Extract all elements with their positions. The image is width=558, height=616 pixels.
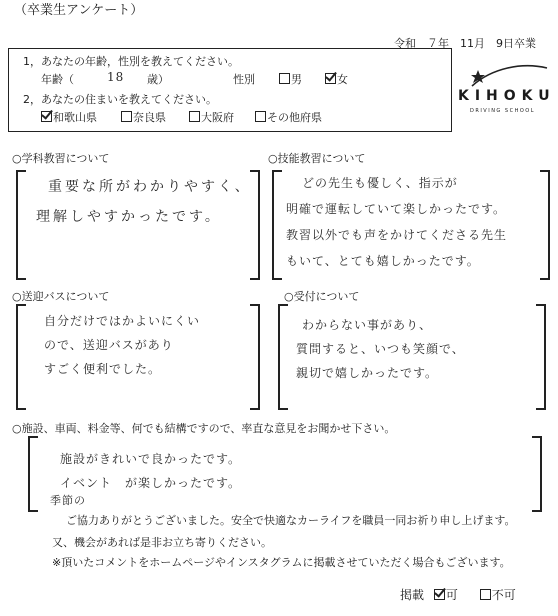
publish-no-checkbox[interactable] xyxy=(480,589,491,600)
technical-bracket-right xyxy=(540,170,550,280)
academic-bracket-left xyxy=(16,170,26,280)
reception-line: 質問すると、いつも笑顔で、 xyxy=(296,342,465,356)
reception-section-title: ○受付について xyxy=(284,290,360,303)
technical-line: どの先生も優しく、指示が xyxy=(302,176,458,190)
publish-option-yes[interactable]: 可 xyxy=(434,588,458,602)
bus-bracket-right xyxy=(250,304,260,410)
residence-option-wakayama[interactable]: 和歌山県 xyxy=(41,111,97,125)
residence-option-other[interactable]: その他府県 xyxy=(255,111,322,125)
form-title: （卒業生アンケート） xyxy=(14,3,144,18)
facility-section-title: ○施設、車両、料金等、何でも結構ですので、率直な意見をお聞かせ下さい。 xyxy=(12,422,396,435)
technical-line: もいて、とても嬉しかったです。 xyxy=(286,254,480,268)
gender-option-male[interactable]: 男 xyxy=(279,73,302,87)
reception-line: 親切で嬉しかったです。 xyxy=(296,366,439,380)
kihoku-logo xyxy=(452,58,556,128)
facility-bracket-left xyxy=(28,436,38,512)
other-checkbox[interactable] xyxy=(255,111,266,122)
wakayama-checkbox[interactable] xyxy=(41,111,52,122)
publish-consent xyxy=(400,588,516,603)
technical-line: 教習以外でも声をかけてくださる先生 xyxy=(286,228,508,242)
gender-option-female[interactable]: 女 xyxy=(325,73,348,87)
profile-box xyxy=(8,48,452,132)
technical-line: 明確で運転していて楽しかったです。 xyxy=(286,202,507,216)
question-residence: 2，あなたの住まいを教えてください。 xyxy=(23,93,217,106)
publish-yes-checkbox[interactable] xyxy=(434,589,445,600)
logo-subtitle: DRIVING SCHOOL xyxy=(470,108,535,114)
nara-checkbox[interactable] xyxy=(121,111,132,122)
thanks-text: ご協力ありがとうございました。安全で快適なカーライフを職員一同お祈り申し上げます。 xyxy=(66,514,516,527)
bus-line: すごく便利でした。 xyxy=(44,362,162,376)
technical-section-title: ○技能教習について xyxy=(268,152,366,165)
bus-line: ので、送迎バスがあり xyxy=(44,338,174,352)
residence-option-nara[interactable]: 奈良県 xyxy=(121,111,166,125)
age-unit: 歳） xyxy=(147,73,169,86)
academic-line: 理解しやすかったです。 xyxy=(36,209,222,225)
bus-section-title: ○送迎バスについて xyxy=(12,290,110,303)
female-checkbox[interactable] xyxy=(325,73,336,84)
facility-line: イベント が楽しかったです。 xyxy=(60,476,242,490)
age-label: 年齢（ xyxy=(41,73,74,86)
publish-option-no[interactable]: 不可 xyxy=(480,588,516,602)
bus-bracket-left xyxy=(16,304,26,410)
graduation-date: 令和 ７年 11月 9日卒業 xyxy=(394,37,536,50)
reception-bracket-right xyxy=(536,304,546,410)
facility-line: 施設がきれいで良かったです。 xyxy=(60,452,242,466)
revisit-text: 又、機会があれば是非お立ち寄りください。 xyxy=(52,536,272,549)
male-checkbox[interactable] xyxy=(279,73,290,84)
facility-bracket-right xyxy=(532,436,542,512)
age-value[interactable]: 18 xyxy=(107,70,125,84)
gender-label: 性別 xyxy=(233,73,255,86)
residence-option-osaka[interactable]: 大阪府 xyxy=(189,111,234,125)
facility-insert-note: 季節の xyxy=(50,494,86,507)
academic-section-title: ○学科教習について xyxy=(12,152,110,165)
reception-bracket-left xyxy=(278,304,288,410)
academic-line: 重要な所がわかりやすく、 xyxy=(48,179,252,195)
technical-bracket-left xyxy=(272,170,282,280)
osaka-checkbox[interactable] xyxy=(189,111,200,122)
reception-line: わからない事があり、 xyxy=(302,318,433,332)
publication-notice: ※頂いたコメントをホームページやインスタグラムに掲載させていただく場合もございます。 xyxy=(52,556,511,569)
logo-name: KIHOKU xyxy=(458,88,556,104)
publish-label: 掲載 xyxy=(400,588,425,602)
bus-line: 自分だけではかよいにくい xyxy=(44,314,201,328)
question-age-gender: 1，あなたの年齢，性別を教えてください。 xyxy=(23,55,239,68)
